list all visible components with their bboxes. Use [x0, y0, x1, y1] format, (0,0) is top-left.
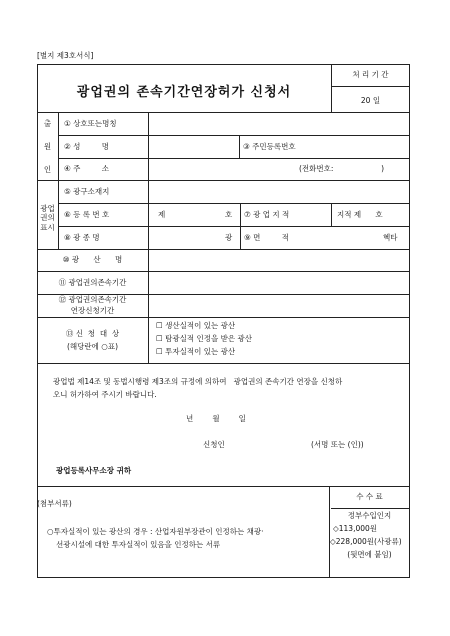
resident-number-label: ③ 주민등록번호 [243, 142, 296, 151]
statement-text: 광업법 제14조 및 동법시행령 제3조의 규정에 의하여 광업권의 존속기간 연장을 신청하 [53, 377, 343, 386]
extension-label-line2: 연장신청기간 [70, 306, 115, 315]
duration-label: ⑪ 광업권의존속기간 [58, 278, 127, 287]
mining-right-col-char: 권의 [40, 213, 55, 222]
area-label: ⑨ 면 적 [244, 233, 290, 242]
row-line [37, 317, 410, 318]
target-option-checkbox[interactable]: ☐ 생산실적이 있는 광산 [156, 321, 236, 330]
mining-right-col-char: 표시 [40, 223, 55, 232]
row-line [37, 363, 410, 364]
registration-je: 제 [158, 210, 166, 219]
mining-map-label: ⑦ 광 업 지 적 [244, 210, 290, 219]
col-divider [239, 135, 240, 158]
fee-divider [331, 508, 410, 509]
attachments-label: (첨부서류) [37, 499, 72, 508]
name-label: ② 성 명 [64, 142, 110, 151]
signature-field: (서명 또는 (인)) [311, 440, 364, 449]
business-name-label: ① 상호또는명칭 [64, 119, 117, 128]
fee-amount-ore: ◇228,000원(사광류) [330, 537, 402, 546]
mineral-suffix: 광 [225, 233, 233, 242]
row-line [58, 226, 410, 227]
target-label: ⑬ 신 청 대 상 [65, 329, 120, 338]
fee-stamp-label: 정부수입인지 [347, 511, 392, 520]
processing-divider [331, 86, 410, 87]
processing-label: 처 리 기 간 [352, 70, 389, 79]
statement-text-line2: 오니 허가하여 주시기 바랍니다. [53, 390, 157, 399]
target-option-checkbox[interactable]: ☐ 투자실적이 있는 광산 [156, 347, 236, 356]
col-divider [240, 203, 241, 249]
page-title: 광업권의 존속기간연장허가 신청서 [76, 85, 292, 100]
addressee: 광업등록사무소장 귀하 [56, 466, 132, 475]
date-field: 년 월 일 [186, 414, 246, 423]
target-sublabel: (해당란에 ○표) [66, 342, 118, 351]
mineral-name-label: ⑧ 광 종 명 [64, 233, 100, 242]
mining-right-col-char: 광업 [40, 204, 55, 213]
area-unit: 헥타 [383, 233, 398, 242]
applicant-signature-label: 신청인 [203, 440, 225, 449]
row-line [58, 135, 410, 136]
address-label: ④ 주 소 [64, 164, 110, 173]
mining-map-value: 지적 제 호 [337, 210, 383, 219]
mine-name-label: ⑩ 광 산 명 [62, 255, 123, 264]
fee-note: (뒷면에 붙임) [347, 550, 392, 559]
col-divider [331, 203, 332, 226]
fee-amount: ◇113,000원 [333, 524, 378, 533]
applicant-col-char: 원 [43, 142, 52, 151]
row-line [37, 271, 410, 272]
col-divider [148, 112, 149, 363]
phone-field: (전화번호: ) [299, 164, 385, 173]
row-line [58, 203, 410, 204]
fee-label: 수 수 료 [356, 492, 383, 501]
row-line [58, 158, 410, 159]
attachments-line-2: 선광시설에 대한 투자실적이 있음을 인정하는 서류 [56, 540, 221, 549]
row-line [37, 486, 410, 487]
processing-days: 20 일 [360, 96, 381, 105]
mine-location-label: ⑤ 광구소재지 [64, 187, 110, 196]
row-line [37, 249, 410, 250]
extension-label: ⑫ 광업권의존속기간 [58, 295, 127, 304]
col-divider [58, 112, 59, 249]
form-reference: [별지 제3호서식] [37, 51, 94, 60]
applicant-col-char: 출 [43, 119, 52, 128]
row-line [37, 180, 410, 181]
registration-number-label: ⑥ 등 록 번 호 [64, 210, 110, 219]
registration-ho: 호 [225, 210, 233, 219]
header-bottom-line [37, 112, 410, 113]
target-option-checkbox[interactable]: ☐ 탐광실적 인정을 받은 광산 [156, 334, 252, 343]
applicant-col-char: 인 [43, 165, 52, 174]
attachments-line: ○투자실적이 있는 광산의 경우 : 산업자원부장관이 인정하는 채광· [47, 527, 264, 536]
